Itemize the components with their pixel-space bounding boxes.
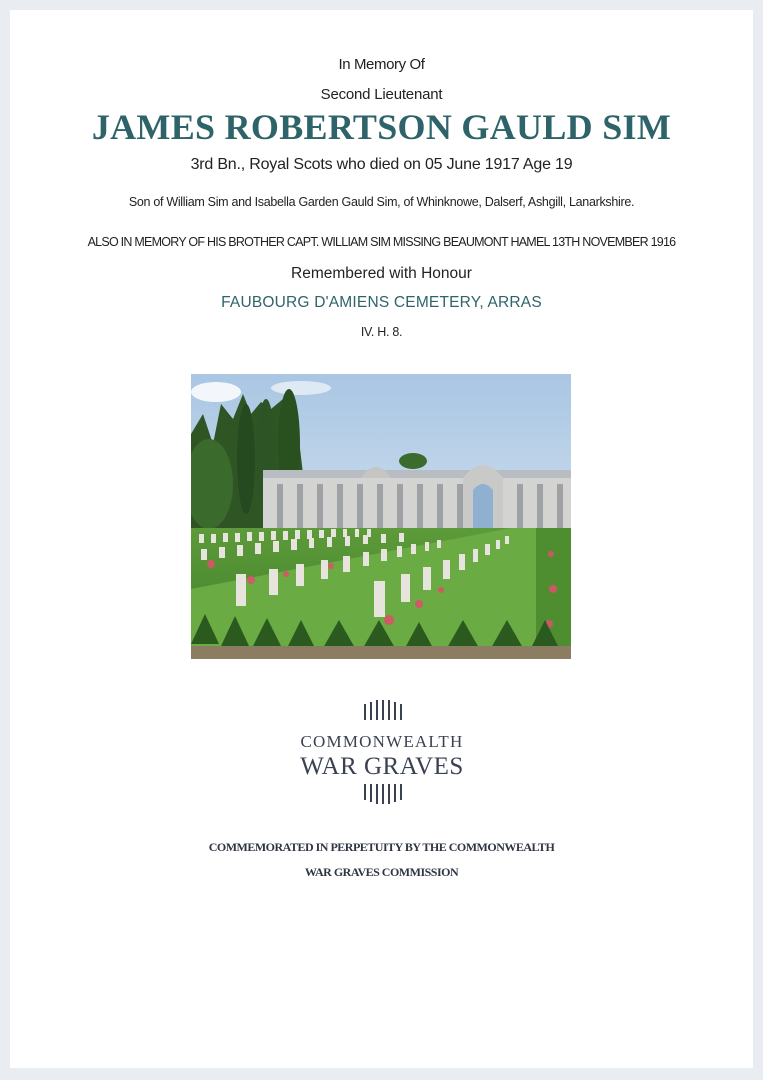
certificate-page <box>10 10 753 1068</box>
rank: Second Lieutenant <box>320 86 443 103</box>
footer-line-2: WAR GRAVES COMMISSION <box>304 865 459 879</box>
cemetery-name: FAUBOURG D'AMIENS CEMETERY, ARRAS <box>221 294 542 311</box>
cemetery-photo <box>191 374 571 659</box>
cwgc-logo-mark <box>281 698 481 808</box>
additional-info: ALSO IN MEMORY OF HIS BROTHER CAPT. WILLIAM SIM MISSING BEAUMONT HAMEL 13TH NOVEMBER 1916 <box>87 235 676 249</box>
memory-heading: In Memory Of <box>338 56 425 73</box>
cwgc-logo <box>281 698 481 808</box>
family-details: Son of William Sim and Isabella Garden Gauld Sim, of Whinknowe, Dalserf, Ashgill, Lanarkshire. <box>128 195 635 209</box>
svg-text:COMMONWEALTH: COMMONWEALTH <box>300 732 464 751</box>
service-details: 3rd Bn., Royal Scots who died on 05 June 1917 Age 19 <box>190 156 573 173</box>
grave-reference: IV. H. 8. <box>360 325 403 339</box>
footer-line-1: COMMEMORATED IN PERPETUITY BY THE COMMONWEALTH <box>208 840 555 854</box>
remembered-text: Remembered with Honour <box>291 265 472 282</box>
svg-text:WAR GRAVES: WAR GRAVES <box>300 753 464 780</box>
soldier-name: JAMES ROBERTSON GAULD SIM <box>91 107 672 147</box>
